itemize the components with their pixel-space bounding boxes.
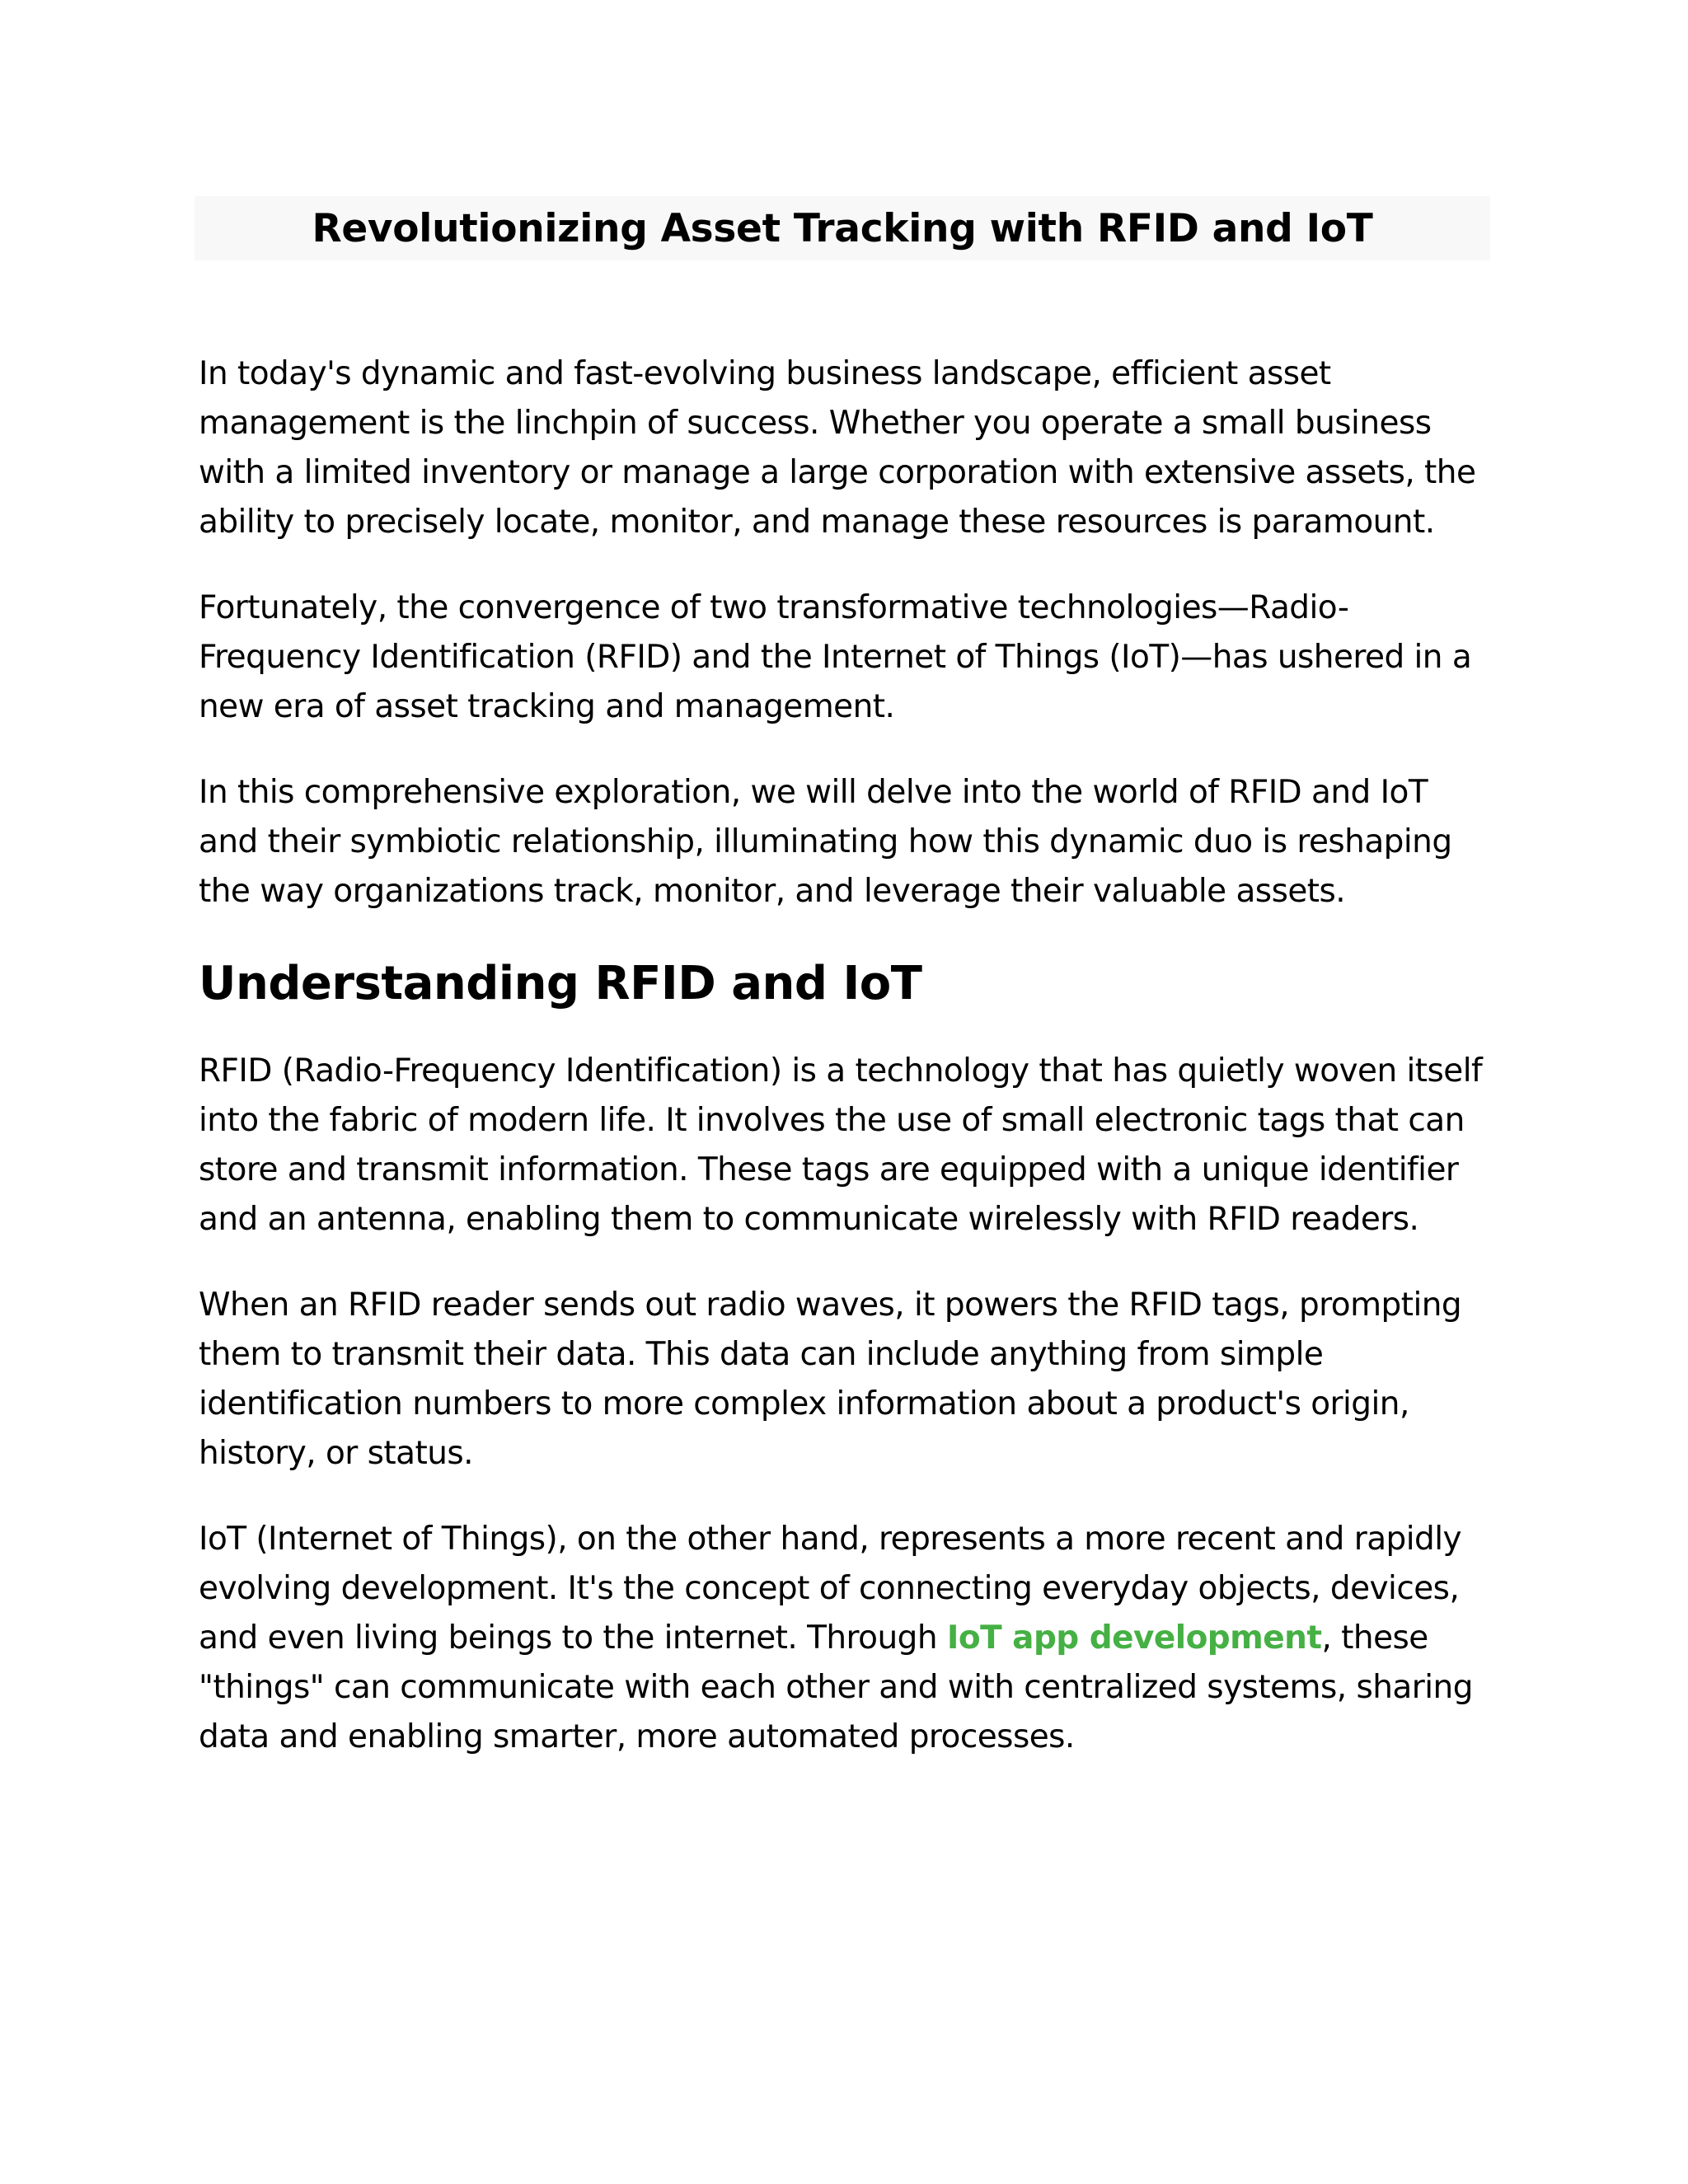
rfid-paragraph: RFID (Radio-Frequency Identification) is a technology that has quietly woven itself into the fabric of modern life. It involves the use of small electronic tags that can store and transmit information. These tags are equipped with a unique identifier and an antenna, enabling them to communicate wirelessly with RFID readers. (199, 1052, 1483, 1238)
document-body (199, 349, 1493, 1798)
iot-paragraph (199, 1515, 1493, 1762)
intro-paragraph: In this comprehensive exploration, we will delve into the world of RFID and IoT and their symbiotic relationship, illuminating how this dynamic duo is reshaping the way organizations track, monitor, and leverage their valuable assets. (199, 774, 1452, 910)
iot-paragraph-text-before: IoT (Internet of Things), on the other hand, represents a more recent and rapidly evolving development. It's the concept of connecting everyday objects, devices, and even living beings to the internet. Through (199, 1521, 1462, 1657)
document-title: Revolutionizing Asset Tracking with RFID and IoT (312, 205, 1373, 251)
iot-app-development-link[interactable]: IoT app development (946, 1619, 1322, 1657)
intro-paragraph: Fortunately, the convergence of two transformative technologies—Radio-Frequency Identification (RFID) and the Internet of Things (IoT)—has ushered in a new era of asset tracking and management. (199, 589, 1472, 725)
section-heading: Understanding RFID and IoT (199, 957, 922, 1010)
title-banner (195, 196, 1490, 260)
intro-paragraph: In today's dynamic and fast-evolving business landscape, efficient asset management is the linchpin of success. Whether you operate a small business with a limited inventory or manage a large corporation with extensive assets, the ability to precisely locate, monitor, and manage these resources is paramount. (199, 355, 1476, 541)
rfid-reader-paragraph: When an RFID reader sends out radio waves, it powers the RFID tags, prompting them to transmit their data. This data can include anything from simple identification numbers to more complex information about a product's origin, history, or status. (199, 1286, 1462, 1472)
iot-paragraph-text-after: , these "things" can communicate with each other and with centralized systems, sharing data and enabling smarter, more automated processes. (199, 1619, 1473, 1755)
